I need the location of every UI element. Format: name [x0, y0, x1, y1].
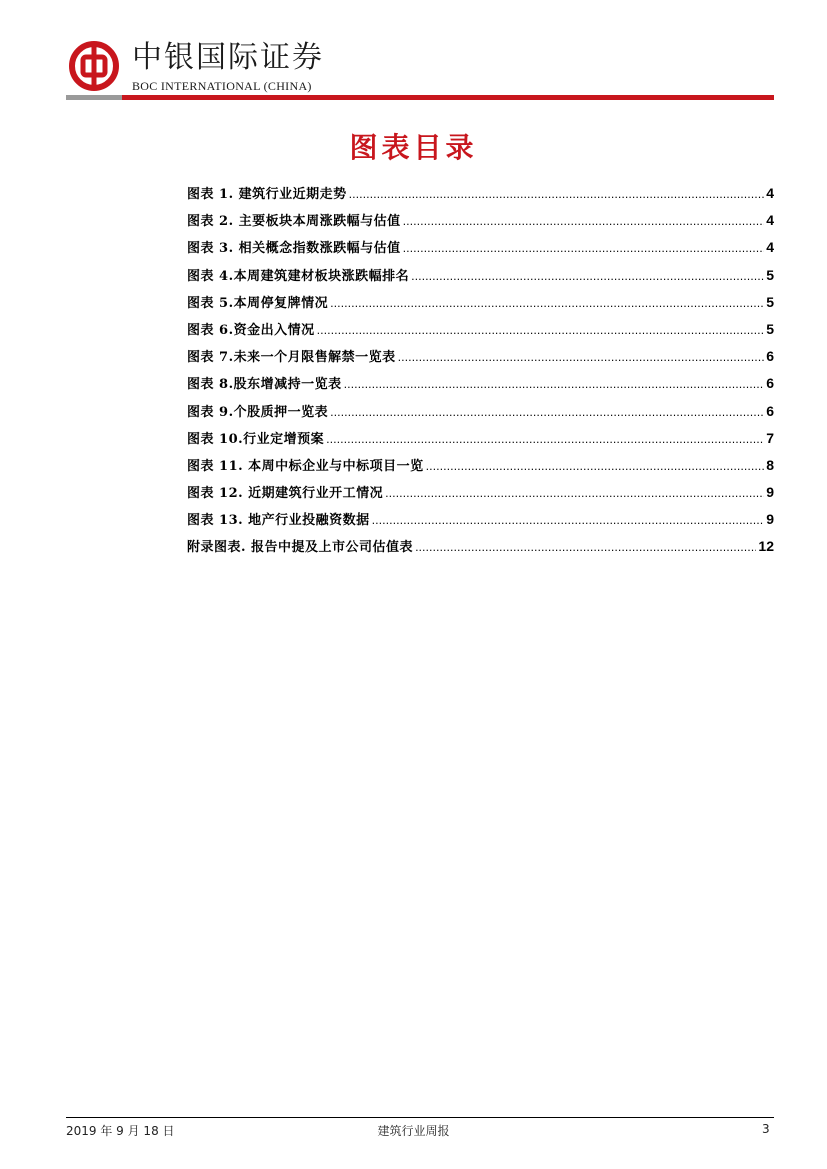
brand-name-chinese: 中银国际证券 [132, 40, 324, 75]
toc-entry[interactable] [187, 425, 774, 452]
toc-entry-page: 6 [766, 375, 774, 392]
toc-dot-leader [349, 181, 765, 208]
toc-entry[interactable] [187, 506, 774, 533]
toc-entry-label: 图表 11. 本周中标企业与中标项目一览 [187, 458, 424, 474]
toc-entry[interactable] [187, 262, 774, 289]
toc-entry-label: 图表 2. 主要板块本周涨跌幅与估值 [187, 214, 401, 230]
toc-entry-page: 6 [766, 348, 774, 365]
toc-entry[interactable] [187, 180, 774, 207]
toc-dot-leader [330, 290, 764, 317]
toc-entry-label: 图表 8.股东增减持一览表 [187, 377, 342, 393]
footer-page-number: 3 [762, 1122, 770, 1136]
toc-entry-page: 6 [766, 402, 774, 419]
toc-entry[interactable] [187, 452, 774, 479]
toc-dot-leader [326, 426, 764, 453]
toc-entry-label: 图表 13. 地产行业投融资数据 [187, 513, 370, 529]
toc-entry-label: 图表 9.个股质押一览表 [187, 404, 329, 420]
boc-logo-icon [69, 41, 119, 91]
toc-entry[interactable] [187, 398, 774, 425]
toc-entry-label: 图表 1. 建筑行业近期走势 [187, 187, 347, 202]
footer-date: 2019 年 9 月 18 日 [66, 1124, 175, 1138]
toc-entry-page: 5 [766, 293, 774, 310]
toc-entry-label: 图表 3. 相关概念指数涨跌幅与估值 [187, 241, 401, 257]
toc-dot-leader [385, 480, 764, 507]
toc-dot-leader [411, 263, 764, 290]
toc-entry-label: 图表 4.本周建筑建材板块涨跌幅排名 [187, 268, 410, 284]
toc-dot-leader [372, 507, 765, 534]
toc-dot-leader [403, 235, 765, 262]
toc-entry-label: 附录图表. 报告中提及上市公司估值表 [187, 540, 414, 556]
toc-entry-page: 9 [766, 484, 774, 501]
toc-entry[interactable] [187, 234, 774, 261]
toc-entry-label: 图表 6.资金出入情况 [187, 322, 315, 338]
toc-entry-page: 5 [766, 266, 774, 283]
toc-dot-leader [403, 208, 765, 235]
toc-dot-leader [344, 371, 765, 398]
toc-entry[interactable] [187, 533, 774, 560]
toc-entry-page: 4 [766, 239, 774, 256]
footer-report-name: 建筑行业周报 [377, 1124, 450, 1138]
toc-entry[interactable] [187, 343, 774, 370]
toc-title: 图表目录 [349, 131, 478, 164]
toc-dot-leader [317, 317, 765, 344]
header-divider-red [122, 95, 774, 100]
brand-name-english: BOC INTERNATIONAL (CHINA) [132, 79, 312, 93]
toc-entry[interactable] [187, 289, 774, 316]
toc-entry-page: 12 [758, 538, 774, 555]
toc-entry[interactable] [187, 370, 774, 397]
toc-entry-label: 图表 12. 近期建筑行业开工情况 [187, 486, 384, 502]
toc-entry-page: 9 [766, 511, 774, 528]
table-of-figures [187, 180, 774, 561]
toc-entry-label: 图表 5.本周停复牌情况 [187, 295, 329, 311]
toc-entry-page: 4 [766, 185, 774, 201]
header-divider-gray [66, 95, 122, 100]
toc-entry-page: 5 [766, 320, 774, 337]
toc-entry-page: 7 [766, 429, 774, 446]
toc-entry[interactable] [187, 207, 774, 234]
footer-divider [66, 1117, 774, 1118]
toc-entry-page: 8 [766, 456, 774, 473]
toc-dot-leader [398, 344, 765, 371]
toc-entry-label: 图表 10.行业定增预案 [187, 431, 325, 447]
page-header [66, 36, 774, 102]
toc-entry-label: 图表 7.未来一个月限售解禁一览表 [187, 350, 396, 366]
toc-dot-leader [426, 453, 765, 480]
toc-entry[interactable] [187, 479, 774, 506]
toc-entry[interactable] [187, 316, 774, 343]
toc-dot-leader [415, 534, 756, 561]
toc-dot-leader [330, 399, 764, 426]
toc-entry-page: 4 [766, 212, 774, 229]
